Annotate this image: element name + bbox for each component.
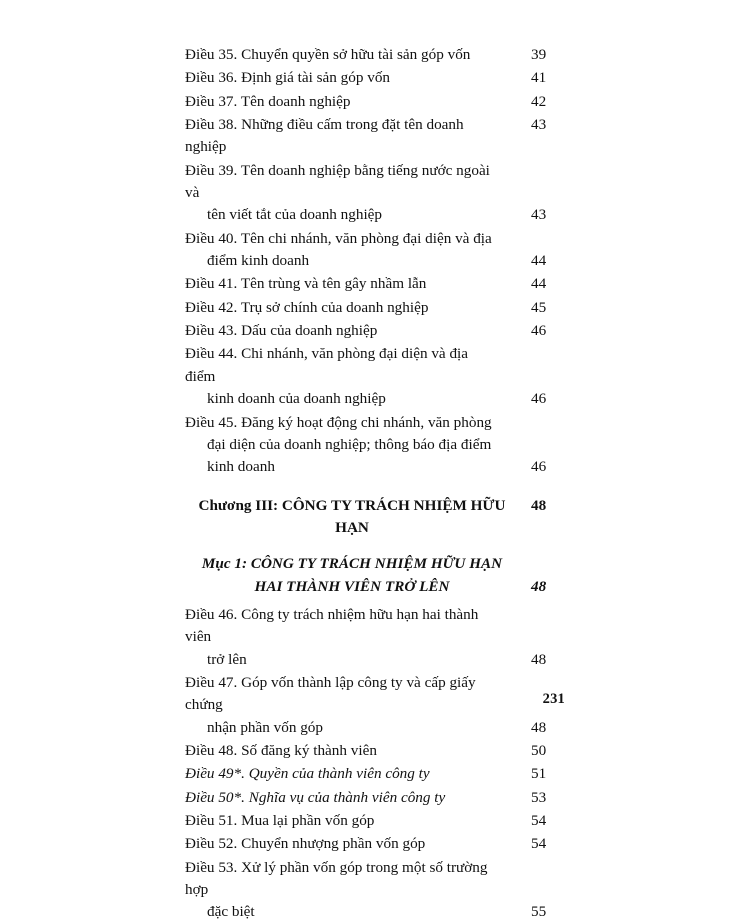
toc-entry[interactable]: [185, 833, 565, 855]
toc-entry[interactable]: [185, 228, 565, 273]
toc-entry-page-number: 42: [531, 92, 547, 110]
toc-entry-page-number: 48: [531, 496, 547, 514]
toc-entry-title: [185, 297, 428, 319]
toc-entry-title-line: Điều 51. Mua lại phần vốn góp: [185, 812, 375, 829]
toc-entry-title-line: kinh doanh của doanh nghiệp: [207, 390, 386, 408]
toc-entry[interactable]: [185, 604, 565, 671]
toc-entry[interactable]: [185, 160, 565, 227]
toc-entry-page-number: 43: [531, 116, 547, 134]
toc-entry-title-line: Điều 40. Tên chi nhánh, văn phòng đại diện và địa: [185, 229, 492, 247]
toc-entry-title-line: điểm kinh doanh: [207, 252, 310, 270]
toc-entry-title-line: Điều 47. Góp vốn thành lập công ty và cấp giấy chứng: [185, 673, 476, 714]
toc-entry[interactable]: [185, 91, 565, 113]
toc-entry[interactable]: [185, 763, 565, 785]
toc-entry[interactable]: [185, 343, 565, 410]
toc-entry-title-line: trở lên: [207, 650, 247, 668]
toc-entry-title-line: Điều 43. Dấu của doanh nghiệp: [185, 322, 378, 340]
toc-entry[interactable]: [185, 320, 565, 342]
toc-entry-title: [185, 740, 377, 762]
toc-entry-title-line: đặc biệt: [207, 903, 255, 921]
toc-entry-title-line: Điều 42. Trụ sở chính của doanh nghiệp: [185, 298, 429, 316]
toc-entry-title-line: Điều 41. Tên trùng và tên gây nhầm lẫn: [185, 275, 427, 293]
toc-entry-title-line: đại diện của doanh nghiệp; thông báo địa điểm: [207, 435, 492, 453]
toc-entry-title: [185, 228, 492, 273]
toc-entry[interactable]: [185, 273, 565, 295]
toc-entry-title-line: Điều 53. Xử lý phần vốn góp trong một số trường hợp: [185, 858, 488, 899]
toc-entry[interactable]: [185, 297, 565, 319]
toc-entry-page-number: 53: [531, 788, 547, 806]
toc-entry-title: [185, 604, 497, 671]
toc-chapter-heading[interactable]: [185, 495, 565, 540]
toc-entry-title-line: Điều 44. Chi nhánh, văn phòng đại diện và địa điểm: [185, 345, 469, 385]
toc-entry-page-number: 54: [531, 812, 547, 829]
toc-entry-title: [185, 787, 445, 809]
toc-entry-title: [185, 495, 519, 540]
toc-entry-page-number: 46: [531, 322, 547, 340]
toc-entry-title: [185, 320, 377, 342]
toc-entry-title-line: Điều 52. Chuyển nhượng phần vốn góp: [185, 835, 426, 853]
toc-entry-title-line: Điều 39. Tên doanh nghiệp bằng tiếng nước ngoài và: [185, 161, 490, 202]
toc-entry-title: [185, 273, 426, 295]
toc-entry-page-number: 50: [531, 741, 547, 759]
toc-entry-title-line: Điều 38. Những điều cấm trong đặt tên doanh nghiệp: [185, 116, 464, 156]
toc-entry-title-line: Điều 45. Đăng ký hoạt động chi nhánh, văn phòng: [185, 413, 492, 431]
toc-entry-page-number: 46: [531, 390, 547, 408]
toc-section-heading[interactable]: [185, 553, 565, 598]
toc-entry-title: [185, 553, 519, 598]
toc-entry[interactable]: [185, 114, 565, 159]
toc-entry[interactable]: [185, 412, 565, 479]
toc-entry-title-line: HAI THÀNH VIÊN TRỞ LÊN: [254, 577, 450, 595]
toc-entry[interactable]: [185, 787, 565, 809]
toc-entry-title: [185, 412, 492, 479]
toc-entry-page-number: 55: [531, 903, 547, 921]
toc-entry-page-number: 51: [531, 765, 547, 783]
page-folio-number: 231: [542, 691, 565, 707]
toc-entry-page-number: 41: [531, 69, 547, 87]
toc-entry-page-number: 43: [531, 206, 547, 224]
toc-entry-page-number: 48: [531, 650, 547, 668]
toc-entry-title: [185, 114, 497, 159]
toc-entry-title-line: tên viết tắt của doanh nghiệp: [207, 206, 383, 224]
toc-entry[interactable]: [185, 810, 565, 832]
toc-entry-page-number: 44: [531, 275, 547, 293]
toc-entry-page-number: 48: [531, 577, 547, 595]
toc-entry[interactable]: [185, 740, 565, 762]
toc-entry-page-number: 44: [531, 252, 547, 270]
toc-entry-title: [185, 44, 470, 66]
toc-entry-page-number: 39: [531, 46, 547, 63]
toc-entry-page-number: 54: [531, 835, 547, 853]
toc-entry-title-line: nhận phần vốn góp: [207, 718, 323, 736]
toc-entry-title: [185, 91, 350, 113]
toc-entry-page-number: 45: [531, 298, 547, 316]
toc-entry-title-line: kinh doanh: [207, 458, 275, 476]
toc-entry-title-line: Điều 36. Định giá tài sản góp vốn: [185, 69, 391, 87]
toc-entry-title-line: Điều 46. Công ty trách nhiệm hữu hạn hai thành viên: [185, 605, 479, 646]
toc-entry-title-line: Chương III: CÔNG TY TRÁCH NHIỆM HỮU HẠN: [198, 496, 506, 536]
toc-entry-page-number: 46: [531, 458, 547, 476]
toc-entry[interactable]: [185, 67, 565, 89]
toc-entry-title-line: Điều 48. Số đăng ký thành viên: [185, 741, 377, 759]
toc-entry-page-number: 48: [531, 718, 547, 736]
toc-entry-title: [185, 833, 425, 855]
toc-entry-title: [185, 672, 497, 739]
toc-entry-title-line: Điều 50*. Nghĩa vụ của thành viên công ty: [185, 788, 446, 806]
toc-entry-title-line: Điều 49*. Quyền của thành viên công ty: [185, 765, 430, 783]
toc-entry[interactable]: [185, 672, 565, 739]
toc-entry-title: [185, 763, 430, 785]
toc-entry[interactable]: [185, 44, 565, 66]
toc-entry-title-line: Mục 1: CÔNG TY TRÁCH NHIỆM HỮU HẠN: [201, 555, 503, 573]
toc-entry-title-line: Điều 37. Tên doanh nghiệp: [185, 92, 351, 110]
toc-entry-title: [185, 67, 390, 89]
toc-entry-title-line: Điều 35. Chuyển quyền sở hữu tài sản góp vốn: [185, 46, 471, 63]
table-of-contents: [185, 44, 565, 924]
toc-entry-title: [185, 343, 497, 410]
toc-entry-title: [185, 160, 497, 227]
toc-entry-title: [185, 857, 497, 924]
toc-entry-title: [185, 810, 374, 832]
toc-entry[interactable]: [185, 857, 565, 924]
